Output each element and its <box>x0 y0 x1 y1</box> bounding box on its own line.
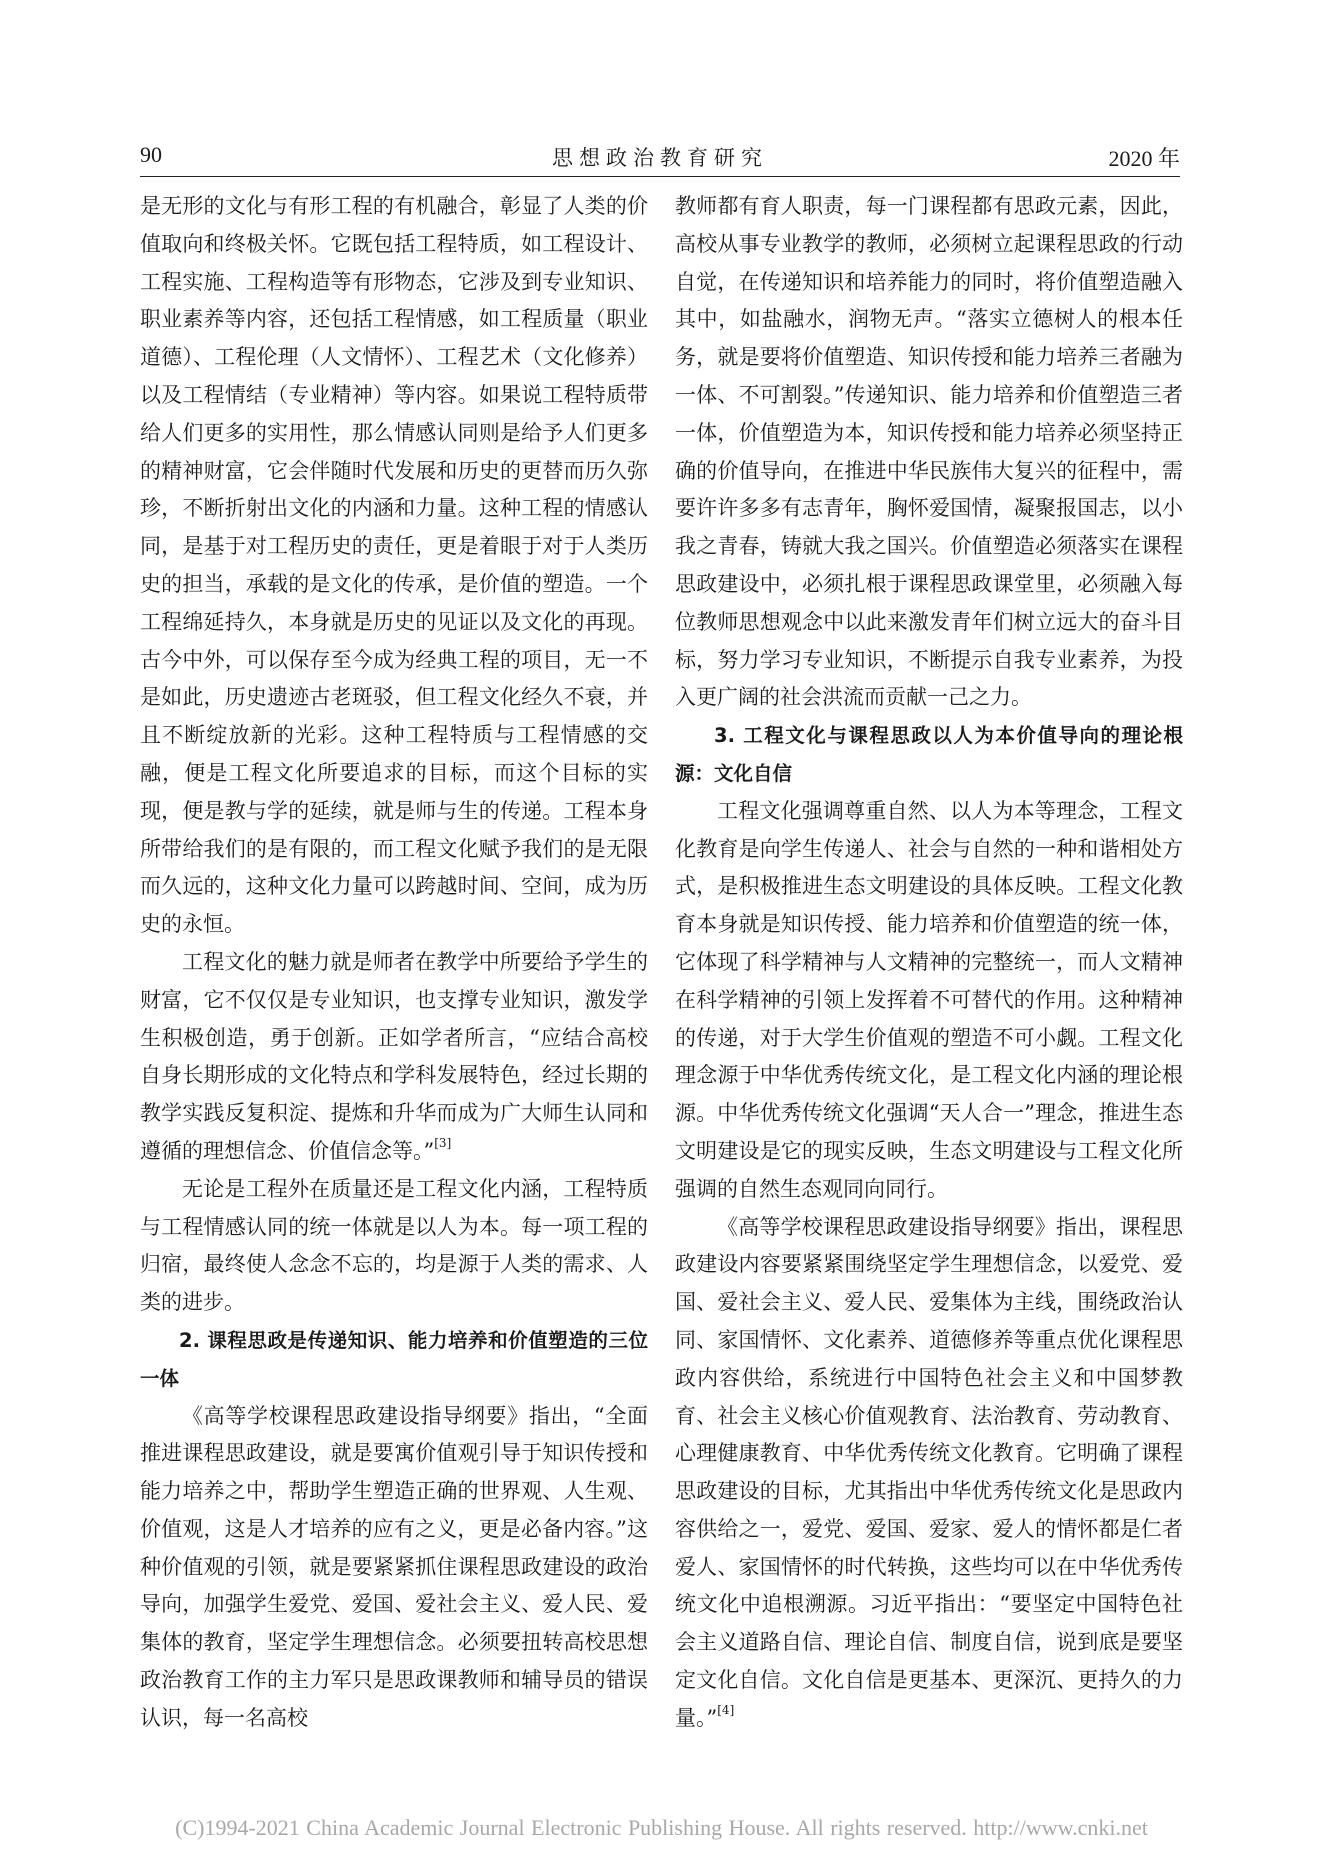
paragraph: 工程文化强调尊重自然、以人为本等理念，工程文化教育是向学生传递人、社会与自然的一种和谐相处方式，是积极推进生态文明建设的具体反映。工程文化教育本身就是知识传授、能力培养和价值塑造的统一体，它体现了科学精神与人文精神的完整统一，而人文精神在科学精神的引领上发挥着不可替代的作用。这种精神的传递，对于大学生价值观的塑造不可小觑。工程文化理念源于中华优秀传统文化，是工程文化内涵的理论根源。中华优秀传统文化强调“天人合一”理念，推进生态文明建设是它的现实反映，生态文明建设与工程文化所强调的自然生态观同向同行。 <box>675 798 1183 1201</box>
section-heading: 2. 课程思政是传递知识、能力培养和价值塑造的三位一体 <box>140 1328 648 1390</box>
citation-ref[interactable]: [3] <box>434 1135 452 1150</box>
paragraph <box>675 1209 1183 1738</box>
section-heading: 3. 工程文化与课程思政以人为本价值导向的理论根源：文化自信 <box>675 724 1183 785</box>
citation-ref[interactable]: [4] <box>717 1702 735 1717</box>
paragraph: 《高等学校课程思政建设指导纲要》指出，“全面推进课程思政建设，就是要寓价值观引导于知识传授和能力培养之中，帮助学生塑造正确的世界观、人生观、价值观，这是人才培养的应有之义，更是必备内容。”这种价值观的引领，就是要紧紧抓住课程思政建设的政治导向，加强学生爱党、爱国、爱社会主义、爱人民、爱集体的教育，坚定学生理想信念。必须要扭转高校思想政治教育工作的主力军只是思政课教师和辅导员的错误认识，每一名高校 <box>140 1403 648 1730</box>
paragraph: 教师都有育人职责，每一门课程都有思政元素，因此，高校从事专业教学的教师，必须树立起课程思政的行动自觉，在传递知识和培养能力的同时，将价值塑造融入其中，如盐融水，润物无声。“落实立德树人的根本任务，就是要将价值塑造、知识传授和能力培养三者融为一体、不可割裂。”传递知识、能力培养和价值塑造三者一体，价值塑造为本，知识传授和能力培养必须坚持正确的价值导向，在推进中华民族伟大复兴的征程中，需要许许多多有志青年，胸怀爱国情，凝聚报国志，以小我之青春，铸就大我之国兴。价值塑造必须落实在课程思政建设中，必须扎根于课程思政课堂里，必须融入每位教师思想观念中以此来激发青年们树立远大的奋斗目标，努力学习专业知识，不断提示自我专业素养，为投入更广阔的社会洪流而贡献一己之力。 <box>675 194 1183 710</box>
page-number: 90 <box>140 142 162 167</box>
header-rule <box>140 176 1180 177</box>
paragraph-text: 工程文化的魅力就是师者在教学中所要给予学生的财富，它不仅仅是专业知识，也支撑专业知识，激发学生积极创造，勇于创新。正如学者所言，“应结合高校自身长期形成的文化特点和学科发展特色，经过长期的教学实践反复积淀、提炼和升华而成为广大师生认同和遵循的理想信念、价值信念等。” <box>140 949 648 1163</box>
copyright-footer: (C)1994-2021 China Academic Journal Electronic Publishing House. All rights reserved. http://www.cnki.net <box>175 1815 1148 1840</box>
publication-year: 2020 年 <box>1108 146 1180 171</box>
left-column <box>140 188 648 1738</box>
right-column <box>675 188 1183 1738</box>
paragraph-text: 《高等学校课程思政建设指导纲要》指出，课程思政建设内容要紧紧围绕坚定学生理想信念，以爱党、爱国、爱社会主义、爱人民、爱集体为主线，围绕政治认同、家国情怀、文化素养、道德修养等重点优化课程思政内容供给，系统进行中国特色社会主义和中国梦教育、社会主义核心价值观教育、法治教育、劳动教育、心理健康教育、中华优秀传统文化教育。它明确了课程思政建设的目标，尤其指出中华优秀传统文化是思政内容供给之一，爱党、爱国、爱家、爱人的情怀都是仁者爱人、家国情怀的时代转换，这些均可以在中华优秀传统文化中追根溯源。习近平指出：“要坚定中国特色社会主义道路自信、理论自信、制度自信，说到底是要坚定文化自信。文化自信是更基本、更深沉、更持久的力量。” <box>675 1214 1183 1730</box>
journal-title: 思想政治教育研究 <box>552 146 768 170</box>
paragraph: 无论是工程外在质量还是工程文化内涵，工程特质与工程情感认同的统一体就是以人为本。每一项工程的归宿，最终使人念念不忘的，均是源于人类的需求、人类的进步。 <box>140 1176 648 1315</box>
paragraph <box>140 944 648 1171</box>
paragraph: 是无形的文化与有形工程的有机融合，彰显了人类的价值取向和终极关怀。它既包括工程特质，如工程设计、工程实施、工程构造等有形物态，它涉及到专业知识、职业素养等内容，还包括工程情感，如工程质量（职业道德）、工程伦理（人文情怀）、工程艺术（文化修养）以及工程情结（专业精神）等内容。如果说工程特质带给人们更多的实用性，那么情感认同则是给予人们更多的精神财富，它会伴随时代发展和历史的更替而历久弥珍，不断折射出文化的内涵和力量。这种工程的情感认同，是基于对工程历史的责任，更是着眼于对于人类历史的担当，承载的是文化的传承，是价值的塑造。一个工程绵延持久，本身就是历史的见证以及文化的再现。古今中外，可以保存至今成为经典工程的项目，无一不是如此，历史遗迹古老斑驳，但工程文化经久不衰，并且不断绽放新的光彩。这种工程特质与工程情感的交融，便是工程文化所要追求的目标，而这个目标的实现，便是教与学的延续，就是师与生的传递。工程本身所带给我们的是有限的，而工程文化赋予我们的是无限而久远的，这种文化力量可以跨越时间、空间，成为历史的永恒。 <box>140 194 648 937</box>
